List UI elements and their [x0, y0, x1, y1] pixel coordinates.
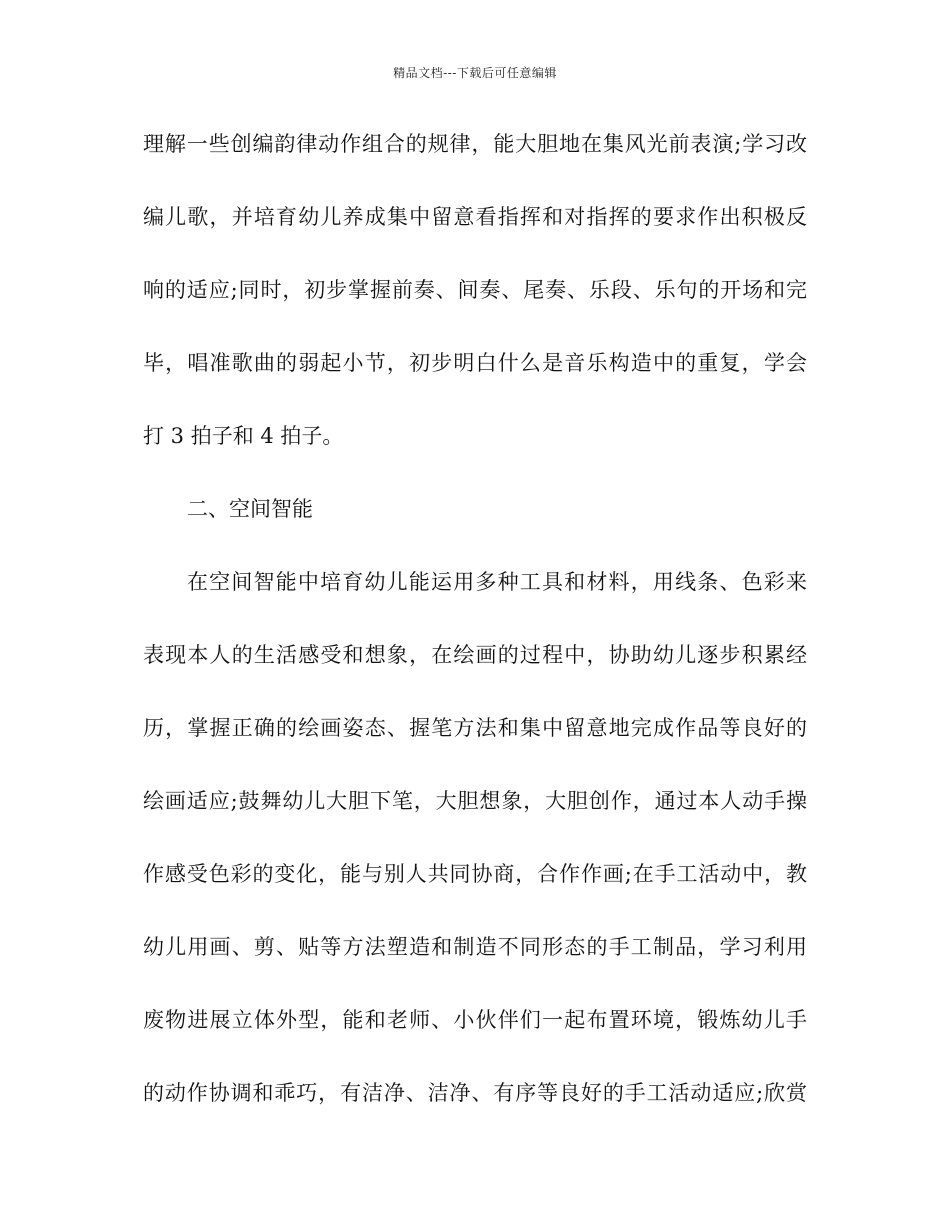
body-text — [143, 124, 807, 1146]
text-line-14: 的动作协调和乖巧，有洁净、洁净、有序等良好的手工活动适应;欣赏 — [143, 1081, 807, 1105]
text-line-12: 幼儿用画、剪、贴等方法塑造和制造不同形态的手工制品，学习利用 — [143, 935, 807, 959]
text-line-1: 理解一些创编韵律动作组合的规律，能大胆地在集风光前表演;学习改 — [143, 132, 807, 156]
text-line-13: 废物进展立体外型，能和老师、小伙伴们一起布置环境，锻炼幼儿手 — [143, 1008, 807, 1032]
text-line-3: 响的适应;同时，初步掌握前奏、间奏、尾奏、乐段、乐句的开场和完 — [143, 278, 807, 302]
text-line-9: 历，掌握正确的绘画姿态、握笔方法和集中留意地完成作品等良好的 — [143, 716, 807, 740]
section-heading: 二、空间智能 — [187, 497, 313, 521]
text-line-11: 作感受色彩的变化，能与别人共同协商，合作作画;在手工活动中，教 — [143, 862, 807, 886]
text-line-8: 表现本人的生活感受和想象，在绘画的过程中，协助幼儿逐步积累经 — [143, 643, 807, 667]
text-line-4: 毕，唱准歌曲的弱起小节，初步明白什么是音乐构造中的重复，学会 — [143, 351, 807, 375]
text-line-2: 编儿歌，并培育幼儿养成集中留意看指挥和对指挥的要求作出积极反 — [143, 205, 807, 229]
text-line-7: 在空间智能中培育幼儿能运用多种工具和材料，用线条、色彩来 — [187, 570, 807, 594]
text-line-5: 打 3 拍子和 4 拍子。 — [143, 424, 344, 448]
page-header: 精品文档---下载后可任意编辑 — [393, 66, 557, 80]
text-line-10: 绘画适应;鼓舞幼儿大胆下笔，大胆想象，大胆创作，通过本人动手操 — [143, 789, 807, 813]
